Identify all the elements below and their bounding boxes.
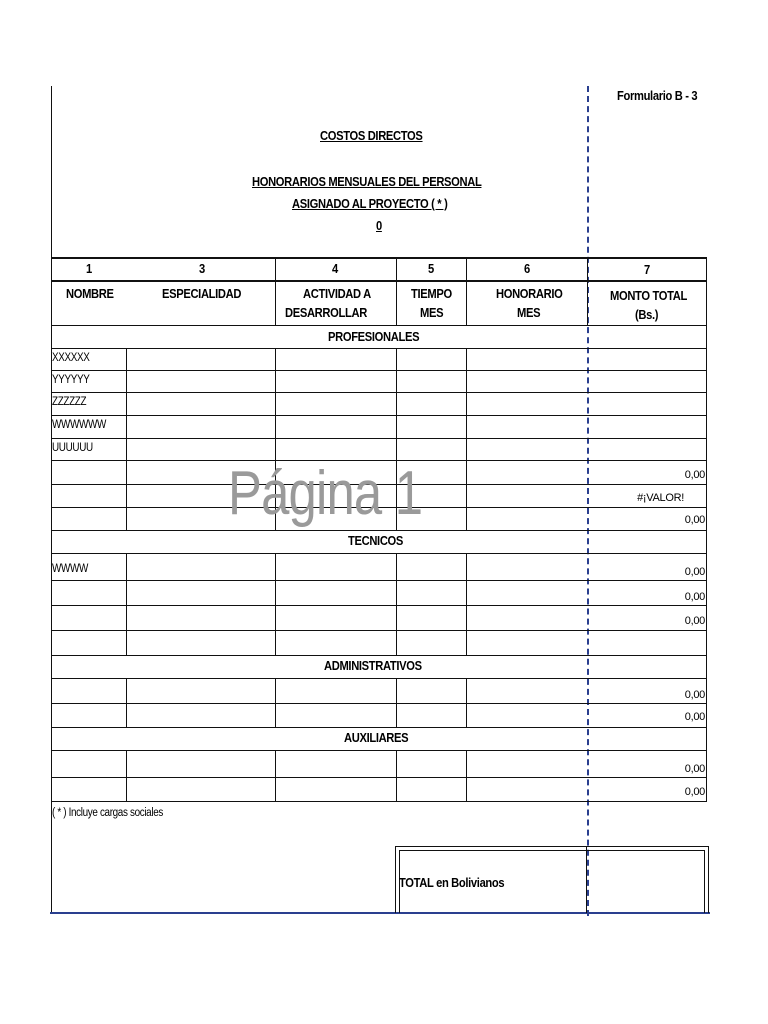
header-actividad-1: ACTIVIDAD A xyxy=(303,286,371,301)
header-monto-2: (Bs.) xyxy=(635,307,659,322)
value-cell: 0,00 xyxy=(684,514,705,526)
row-line xyxy=(51,438,707,439)
list-item: UUUUUU xyxy=(52,442,93,454)
row-line xyxy=(51,530,707,531)
value-cell: #¡VALOR! xyxy=(637,492,684,504)
header-monto-1: MONTO TOTAL xyxy=(610,288,687,303)
section-auxiliares: AUXILIARES xyxy=(344,730,409,745)
row-line xyxy=(51,655,707,656)
value-cell: 0,00 xyxy=(684,786,705,798)
header-honorario-1: HONORARIO xyxy=(496,286,563,301)
row-line xyxy=(51,580,707,581)
section-administrativos: ADMINISTRATIVOS xyxy=(324,658,422,673)
col-line xyxy=(275,257,276,325)
col-line xyxy=(275,750,276,801)
left-border xyxy=(51,86,52,913)
subtitle-2: ASIGNADO AL PROYECTO ( * ) xyxy=(292,196,448,211)
header-actividad-2: DESARROLLAR xyxy=(285,305,367,320)
col-line xyxy=(126,750,127,801)
col-line xyxy=(396,257,397,325)
list-item: ZZZZZZ xyxy=(52,396,87,408)
col-line xyxy=(587,257,588,325)
value-cell: 0,00 xyxy=(684,566,705,578)
col-line xyxy=(396,553,397,655)
row-line xyxy=(51,727,707,728)
header-tiempo-2: MES xyxy=(420,305,444,320)
row-line xyxy=(51,630,707,631)
col-line xyxy=(126,348,127,530)
col-line xyxy=(126,553,127,655)
col-line xyxy=(396,678,397,727)
list-item: WWWW xyxy=(52,563,88,575)
col-line xyxy=(275,678,276,727)
col-number-7: 7 xyxy=(644,262,650,277)
row-line xyxy=(51,370,707,371)
value-cell: 0,00 xyxy=(684,591,705,603)
table-top-line xyxy=(51,257,707,259)
col-line xyxy=(466,678,467,727)
header-bottom-line xyxy=(51,325,707,326)
col-number-5: 5 xyxy=(428,261,434,276)
page-break-line xyxy=(587,86,589,916)
total-label: TOTAL en Bolivianos xyxy=(399,875,505,890)
list-item: WWWWWW xyxy=(52,419,106,431)
row-line xyxy=(51,415,707,416)
col-line xyxy=(396,750,397,801)
value-cell: 0,00 xyxy=(684,689,705,701)
value-cell: 0,00 xyxy=(684,711,705,723)
col-line xyxy=(466,257,467,325)
row-line xyxy=(51,605,707,606)
tecnicos-line xyxy=(51,553,707,554)
header-tiempo-1: TIEMPO xyxy=(411,286,452,301)
auxiliares-line xyxy=(51,750,707,751)
col-line xyxy=(275,553,276,655)
col-number-3: 3 xyxy=(199,261,205,276)
list-item: XXXXXX xyxy=(52,352,90,364)
col-number-1: 1 xyxy=(86,261,92,276)
subtitle-3: 0 xyxy=(376,218,382,233)
col-line xyxy=(126,678,127,727)
page-watermark: Página 1 xyxy=(228,459,423,528)
header-especialidad: ESPECIALIDAD xyxy=(162,286,242,301)
row-line xyxy=(51,777,707,778)
row-line xyxy=(51,392,707,393)
total-box-divider xyxy=(586,847,587,913)
header-nombre: NOMBRE xyxy=(66,286,114,301)
col-number-4: 4 xyxy=(332,261,338,276)
subtitle-1: HONORARIOS MENSUALES DEL PERSONAL xyxy=(252,174,482,189)
list-item: YYYYYY xyxy=(52,374,90,386)
col-line xyxy=(466,553,467,655)
value-cell: 0,00 xyxy=(684,763,705,775)
col-line xyxy=(466,750,467,801)
value-cell: 0,00 xyxy=(684,615,705,627)
section-profesionales: PROFESIONALES xyxy=(328,329,420,344)
page-title: COSTOS DIRECTOS xyxy=(320,128,423,143)
profesionales-line xyxy=(51,348,707,349)
form-label: Formulario B - 3 xyxy=(617,88,698,103)
section-tecnicos: TECNICOS xyxy=(348,533,404,548)
footnote: ( * ) Incluye cargas sociales xyxy=(52,807,163,819)
administrativos-line xyxy=(51,678,707,679)
number-row-line xyxy=(51,280,707,282)
row-line xyxy=(51,703,707,704)
value-cell: 0,00 xyxy=(684,469,705,481)
header-honorario-2: MES xyxy=(517,305,541,320)
table-bottom-line xyxy=(51,801,707,802)
col-line xyxy=(466,348,467,530)
col-number-6: 6 xyxy=(524,261,530,276)
right-border xyxy=(706,257,707,801)
